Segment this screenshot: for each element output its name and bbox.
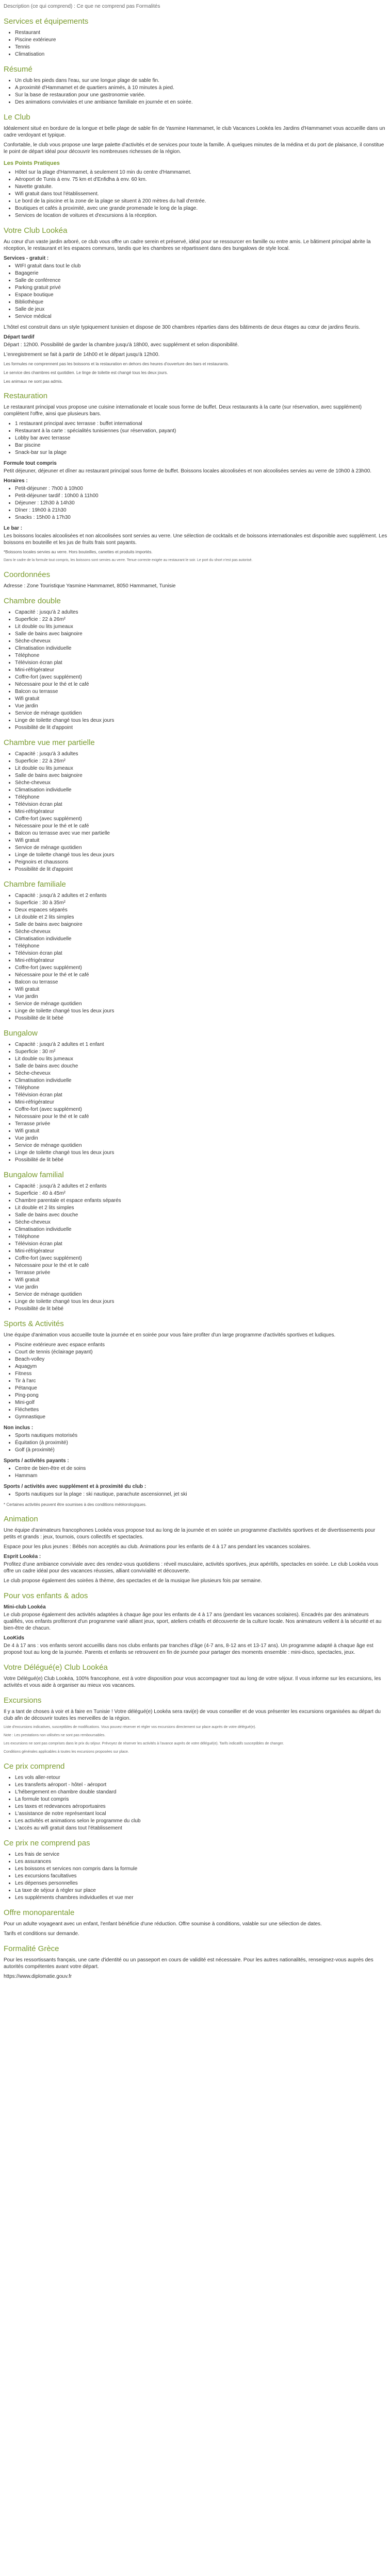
list-item: • Service de ménage quotidien [15, 1142, 387, 1149]
list-item: • L'accès au wifi gratuit dans tout l'établissement [15, 1825, 387, 1832]
excursions-small-1: Liste d'excursions indicatives, susceptibles de modifications. Vous pouvez réserver et régler vos excursions directement sur place auprès de votre délégué(e). [4, 1725, 256, 1729]
list-item: • Le bord de la piscine et la zone de la plage se situent à 200 mètres du hall d'entrée. [15, 198, 387, 205]
list-item: • Espace boutique [15, 292, 387, 298]
restauration-text: Le restaurant principal vous propose une cuisine internationale et locale sous forme de buffet. Deux restaurants à la carte (sur réservation, avec supplément) complètent l'offre, ainsi que plusieurs bars. [4, 404, 362, 417]
list-item: • Superficie : 40 à 45m² [15, 1190, 387, 1197]
list-item: • Nécessaire pour le thé et le café [15, 681, 387, 688]
list-item: • Lit double ou lits jumeaux [15, 623, 387, 630]
tout-compris-text: Petit déjeuner, déjeuner et dîner au restaurant principal sous forme de buffet. Boissons locales alcoolisées et non alcoolisées servies au verre de 10h00 à 23h00. [4, 468, 372, 474]
list-item: • Service de ménage quotidien [15, 1291, 387, 1298]
list-item: • Capacité : jusqu'à 3 adultes [15, 751, 387, 757]
list-item: • Linge de toilette changé tous les deux jours [15, 1008, 387, 1014]
list-item: • Coffre-fort (avec supplément) [15, 816, 387, 822]
sport2-label: Sports / activités payants : [4, 1458, 69, 1464]
list-item: • Mini-golf [15, 1399, 387, 1406]
bungalow-list [4, 1041, 387, 1163]
list-item: • Hôtel sur la plage d'Hammamet, à seulement 10 min du centre d'Hammamet. [15, 169, 387, 176]
list-item: • Possibilité de lit d'appoint [15, 866, 387, 873]
list-item: • Mini-réfrigérateur [15, 1248, 387, 1255]
list-item: • Dîner : 19h00 à 21h30 [15, 507, 387, 514]
list-item: • Coffre-fort (avec supplément) [15, 1106, 387, 1113]
offre-text-2: Tarifs et conditions sur demande. [4, 1931, 79, 1937]
kids-title: Pour vos enfants & ados [4, 1591, 88, 1600]
bar-label: Le bar : [4, 526, 23, 531]
animation-text-2: Espace pour les plus jeunes : Bébés non acceptés au club. Animations pour les enfants de 4 à 17 ans pendant les vacances scolaires. [4, 1544, 311, 1550]
list-item: • Beach-volley [15, 1356, 387, 1363]
delegue-text: Votre Délégué(e) Club Lookéa, 100% francophone, est à votre disposition pour vous accompagner tout au long de votre séjour. Il vous informe sur les excursions, les activités et vous aide à organiser au mieux vos vacances. [4, 1676, 381, 1688]
list-item: • Les suppléments chambres individuelles et vue mer [15, 1894, 387, 1901]
list-item: • Sur la base de restauration pour une gastronomie variée. [15, 92, 387, 98]
list-item: • Climatisation individuelle [15, 936, 387, 942]
chambre-familiale-list [4, 892, 387, 1022]
miniclub-label: Mini-club Lookéa [4, 1604, 46, 1610]
animation-text-3: Profitez d'une ambiance conviviale avec des rendez-vous quotidiens : réveil musculaire, activités sportives, jeux apéritifs, spectacles en soirée. Le club Lookéa vous offre un cadre idéal pour des vacances réussies, alliant convivialité et découverte. [4, 1562, 379, 1574]
list-item: • Salle de jeux [15, 306, 387, 313]
list-item: • Possibilité de lit bébé [15, 1015, 387, 1022]
list-item: • Wifi gratuit [15, 986, 387, 993]
list-item: • Superficie : 22 à 26m² [15, 758, 387, 765]
list-item: • Possibilité de lit d'appoint [15, 724, 387, 731]
bungalow-fam-list [4, 1183, 387, 1312]
list-item: • Linge de toilette changé tous les deux jours [15, 1149, 387, 1156]
list-item: • Salle de bains avec baignoire [15, 631, 387, 637]
list-item: • Téléphone [15, 652, 387, 659]
list-item: • Sèche-cheveux [15, 1219, 387, 1226]
horaires-list [4, 485, 387, 521]
bungalow-fam-title: Bungalow familial [4, 1171, 64, 1179]
list-item: • WIFI gratuit dans tout le club [15, 263, 387, 269]
list-item: • Deux espaces séparés [15, 907, 387, 913]
list-item: • Lit double et 2 lits simples [15, 914, 387, 921]
chambre-sup-list [4, 751, 387, 873]
bungalow-title: Bungalow [4, 1029, 38, 1038]
list-item: • Service de ménage quotidien [15, 710, 387, 717]
delegue-title: Votre Délégué(e) Club Lookéa [4, 1663, 108, 1672]
list-item: • Wifi gratuit [15, 1128, 387, 1134]
list-item: • Climatisation individuelle [15, 1226, 387, 1233]
list-item: • Wifi gratuit [15, 837, 387, 844]
coord-text: Adresse : Zone Touristique Yasmine Hammamet, 8050 Hammamet, Tunisie [4, 583, 176, 589]
list-item: • Hammam [15, 1472, 387, 1479]
list-item: • La formule tout compris [15, 1796, 387, 1803]
intro-line: Description (ce qui comprend) : Ce que ne comprend pas Formalités [4, 4, 160, 9]
list-item: • Vue jardin [15, 1135, 387, 1142]
club-title: Le Club [4, 113, 30, 122]
remarque-line: Les formules ne comprennent pas les boissons et la restauration en dehors des heures d'ouverture des bars et restaurants. [4, 362, 229, 366]
resume-title: Résumé [4, 65, 32, 74]
list-item: • Fitness [15, 1370, 387, 1377]
list-item: • Vue jardin [15, 703, 387, 709]
list-item: • Sèche-cheveux [15, 1070, 387, 1077]
animation-text-4: Le club propose également des soirées à thème, des spectacles et de la musique live plusieurs fois par semaine. [4, 1578, 262, 1584]
excursions-text: Il y a tant de choses à voir et à faire en Tunisie ! Votre délégué(e) Lookéa sera ravi(e) de vous conseiller et de vous présenter les excursions organisées au départ du club afin de découvrir toutes les merveilles de la région. [4, 1709, 381, 1721]
list-item: • Linge de toilette changé tous les deux jours [15, 717, 387, 724]
list-item: • Chambre parentale et espace enfants séparés [15, 1197, 387, 1204]
list-item: • Superficie : 30 m² [15, 1048, 387, 1055]
list-item: • Sports nautiques motorisés [15, 1432, 387, 1439]
excursions-small-4: Conditions générales applicables à toutes les excursions proposées sur place. [4, 1750, 129, 1754]
list-item: • Court de tennis (éclairage payant) [15, 1349, 387, 1355]
list-item: • Les taxes et redevances aéroportuaires [15, 1803, 387, 1810]
list-item: • Climatisation [15, 51, 387, 58]
list-item: • Boutiques et cafés à proximité, avec une grande promenade le long de la plage. [15, 205, 387, 212]
sport-list [4, 1342, 387, 1420]
list-item: • Service de ménage quotidien [15, 844, 387, 851]
club-text-1: Idéalement situé en bordure de la longue et belle plage de sable fin de Yasmine Hammamet, le club Vacances Lookéa les Jardins d'Hammamet vous accueille dans un cadre verdoyant et typique. [4, 126, 385, 138]
tout-compris-label: Formule tout compris [4, 461, 57, 466]
boissons-note: *Boissons locales servies au verre. Hors bouteilles, canettes et produits importés. [4, 550, 153, 554]
list-item: • Les dépenses personnelles [15, 1880, 387, 1887]
list-item: • 1 restaurant principal avec terrasse : buffet international [15, 420, 387, 427]
list-item: • La taxe de séjour à régler sur place [15, 1887, 387, 1894]
list-item: • Nécessaire pour le thé et le café [15, 823, 387, 829]
list-item: • Possibilité de lit bébé [15, 1306, 387, 1312]
comprend-title: Ce prix comprend [4, 1762, 65, 1771]
list-item: • Balcon ou terrasse [15, 688, 387, 695]
list-item: • Des animations conviviales et une ambiance familiale en journée et en soirée. [15, 99, 387, 106]
kids-text: Le club propose également des activités adaptées à chaque âge pour les enfants de 4 à 17 ans (pendant les vacances scolaires). Encadrés par des animateurs qualifiés, vos enfants profiteront d'un programme varié alliant jeux, sport, ateliers créatifs et découverte de la culture locale. Nos animateurs veillent à la sécurité et au bien-être de chacun. [4, 1612, 382, 1631]
list-item: • Wifi gratuit [15, 1277, 387, 1283]
list-item: • Bibliothèque [15, 299, 387, 306]
list-item: • Salle de bains avec douche [15, 1063, 387, 1070]
list-item: • Restaurant [15, 29, 387, 36]
list-item: • Lit double et 2 lits simples [15, 1205, 387, 1211]
list-item: • Télévision écran plat [15, 1092, 387, 1098]
list-item: • Télévision écran plat [15, 659, 387, 666]
list-item: • Les transferts aéroport - hôtel - aéroport [15, 1782, 387, 1788]
list-item: • Bagagerie [15, 270, 387, 277]
sport-text: Une équipe d'animation vous accueille toute la journée et en soirée pour vous faire profiter d'un large programme d'activités sportives et ludiques. [4, 1332, 336, 1338]
kids-text-2: De 4 à 17 ans : vos enfants seront accueillis dans nos clubs enfants par tranches d'âge (4-7 ans, 8-12 ans et 13-17 ans). Un programme adapté à chaque âge est proposé tout au long de la journée. Parents et enfants se retrouvent en fin de journée pour partager des moments ensemble : mini-disco, spectacles, jeux. [4, 1643, 373, 1655]
list-item: • Téléphone [15, 1084, 387, 1091]
list-item: • Navette gratuite. [15, 183, 387, 190]
list-item: • Capacité : jusqu'à 2 adultes et 1 enfant [15, 1041, 387, 1048]
vote-club-text: Au cœur d'un vaste jardin arboré, ce club vous offre un cadre serein et préservé, idéal pour se ressourcer en famille ou entre amis. Le bâtiment principal abrite la réception, le restaurant et les espaces communs, tandis que les chambres se répartissent dans des bungalows de style local. [4, 239, 371, 251]
list-item: • Pétanque [15, 1385, 387, 1392]
excursions-title: Excursions [4, 1696, 42, 1705]
list-item: • L'assistance de notre représentant local [15, 1810, 387, 1817]
list-item: • Coffre-fort (avec supplément) [15, 1255, 387, 1262]
list-item: • Lit double ou lits jumeaux [15, 765, 387, 772]
list-item: • Vue jardin [15, 993, 387, 1000]
list-item: • Mini-réfrigérateur [15, 808, 387, 815]
list-item: • Aquagym [15, 1363, 387, 1370]
comprend-pas-title: Ce prix ne comprend pas [4, 1839, 90, 1848]
list-item: • Snack-bar sur la plage [15, 449, 387, 456]
list-item: • Vue jardin [15, 1284, 387, 1291]
list-item: • Salle de bains avec baignoire [15, 772, 387, 779]
sport-title: Sports & Activités [4, 1319, 64, 1328]
comprend-pas-list [4, 1851, 387, 1901]
list-item: • Sèche-cheveux [15, 638, 387, 645]
list-item: • Snacks : 15h00 à 17h30 [15, 514, 387, 521]
list-item: • Nécessaire pour le thé et le café [15, 1262, 387, 1269]
services-title: Services et équipements [4, 17, 89, 26]
chambre-sup-title: Chambre vue mer partielle [4, 738, 95, 747]
remarque-line: Le service des chambres est quotidien. Le linge de toilette est changé tous les deux jours. [4, 370, 168, 375]
list-item: • Sèche-cheveux [15, 928, 387, 935]
list-item: • Lobby bar avec terrasse [15, 435, 387, 442]
list-item: • Climatisation individuelle [15, 645, 387, 652]
formalite-link[interactable]: https://www.diplomatie.gouv.fr [4, 1974, 72, 1979]
list-item: • Nécessaire pour le thé et le café [15, 972, 387, 978]
list-item: • Bar piscine [15, 442, 387, 449]
list-item: • Salle de bains avec douche [15, 1212, 387, 1218]
points-list [4, 169, 387, 219]
horaires-label: Horaires : [4, 478, 28, 484]
list-item: • Possibilité de lit bébé [15, 1157, 387, 1163]
animation-text-1: Une équipe d'animateurs francophones Lookéa vous propose tout au long de la journée et en soirée un programme d'activités sportives et de divertissements pour petits et grands : jeux, tournois, cours collectifs et spectacles. [4, 1528, 376, 1540]
list-item: • Aéroport de Tunis à env. 75 km et d'Enfidha à env. 60 km. [15, 176, 387, 183]
list-item: • Les frais de service [15, 1851, 387, 1858]
list-item: • Mini-réfrigérateur [15, 957, 387, 964]
lookids-label: LooKids [4, 1635, 24, 1641]
excursions-small-3: Les excursions ne sont pas comprises dans le prix du séjour. Prévoyez de réserver les activités à l'avance auprès de votre délégué(e). Tarifs indicatifs susceptibles de changer. [4, 1742, 284, 1745]
list-item: • Superficie : 30 à 35m² [15, 900, 387, 906]
list-item: • L'hébergement en chambre double standard [15, 1789, 387, 1795]
list-item: • Fléchettes [15, 1406, 387, 1413]
services-list [4, 29, 387, 58]
list-item: • Les assurances [15, 1858, 387, 1865]
sport3-list [4, 1491, 387, 1498]
list-item: • Linge de toilette changé tous les deux jours [15, 1298, 387, 1305]
chambre-familiale-title: Chambre familiale [4, 880, 66, 889]
list-item: • Peignoirs et chaussons [15, 859, 387, 866]
list-item: • Mini-réfrigérateur [15, 1099, 387, 1106]
list-item: • Déjeuner : 12h30 à 14h30 [15, 500, 387, 506]
list-item: • Télévision écran plat [15, 1241, 387, 1247]
list-item: • Golf (à proximité) [15, 1447, 387, 1453]
remarque-line: Les animaux ne sont pas admis. [4, 379, 63, 384]
chambre-double-title: Chambre double [4, 597, 61, 605]
offre-text: Pour un adulte voyageant avec un enfant, l'enfant bénéficie d'une réduction. Offre soumise à conditions, valable sur une sélection de dates. [4, 1921, 322, 1927]
hebergement-text: L'hôtel est construit dans un style typiquement tunisien et dispose de 300 chambres réparties dans des bâtiments de deux étages au cœur de jardins fleuris. [4, 325, 361, 330]
list-item: • Parking gratuit privé [15, 284, 387, 291]
list-item: • Terrasse privée [15, 1121, 387, 1127]
list-item: • Wifi gratuit dans tout l'établissement. [15, 191, 387, 197]
list-item: • Services de location de voitures et d'excursions à la réception. [15, 212, 387, 219]
sport2-list [4, 1465, 387, 1479]
list-item: • Nécessaire pour le thé et le café [15, 1113, 387, 1120]
list-item: • Équitation (à proximité) [15, 1439, 387, 1446]
list-item: • Lit double ou lits jumeaux [15, 1056, 387, 1062]
animation-title: Animation [4, 1515, 38, 1523]
remarques-block [4, 361, 387, 384]
list-item: • Tir à l'arc [15, 1378, 387, 1384]
formalite-text: Pour les ressortissants français, une carte d'identité ou un passeport en cours de validité est nécessaire. Pour les autres nationalités, renseignez-vous auprès des autorités compétentes avant votre départ. [4, 1957, 373, 1970]
list-item: • Climatisation individuelle [15, 787, 387, 793]
list-item: • Les excursions facultatives [15, 1873, 387, 1879]
list-item: • Service de ménage quotidien [15, 1001, 387, 1007]
restauration-list [4, 420, 387, 456]
list-item: • Salle de bains avec baignoire [15, 921, 387, 928]
excursions-small-2: Note : Les prestations non utilisées ne sont pas remboursables. [4, 1734, 106, 1737]
points-title: Les Points Pratiques [4, 160, 60, 166]
list-item: • Piscine extérieure [15, 37, 387, 43]
list-item: • Téléphone [15, 794, 387, 801]
list-item: • Petit-déjeuner tardif : 10h00 à 11h00 [15, 493, 387, 499]
list-item: • Les boissons et services non compris dans la formule [15, 1866, 387, 1872]
list-item: • Service médical [15, 313, 387, 320]
list-item: • Centre de bien-être et de soins [15, 1465, 387, 1472]
list-item: • Piscine extérieure avec espace enfants [15, 1342, 387, 1348]
depart-text: Départ : 12h00. Possibilité de garder la chambre jusqu'à 18h00, avec supplément et selon disponibilité. [4, 342, 239, 348]
arrival-text: L'enregistrement se fait à partir de 14h00 et le départ jusqu'à 12h00. [4, 352, 160, 358]
list-item: • Téléphone [15, 1233, 387, 1240]
services-gratuit-list [4, 263, 387, 320]
list-item: • Balcon ou terrasse avec vue mer partielle [15, 830, 387, 837]
list-item: • Ping-pong [15, 1392, 387, 1399]
list-item: • Capacité : jusqu'à 2 adultes et 2 enfants [15, 1183, 387, 1190]
sport-note: * Certaines activités peuvent être soumises à des conditions météorologiques. [4, 1502, 147, 1507]
list-item: • Gymnastique [15, 1414, 387, 1420]
resume-list [4, 77, 387, 106]
depart-label: Départ tardif [4, 334, 35, 340]
list-item: • Téléphone [15, 943, 387, 950]
list-item: • Coffre-fort (avec supplément) [15, 674, 387, 681]
sport3-label: Sports / activités avec supplément et à proximité du club : [4, 1484, 146, 1489]
list-item: • Tennis [15, 44, 387, 50]
bar-text: Les boissons locales alcoolisées et non alcoolisées sont servies au verre. Une sélection de cocktails et de boissons internationales est disponible avec supplément. Les boissons en bouteille et les jus de fruits frais sont payants. [4, 533, 387, 546]
list-item: • Capacité : jusqu'à 2 adultes et 2 enfants [15, 892, 387, 899]
list-item: • Balcon ou terrasse [15, 979, 387, 986]
tiny-note: Dans le cadre de la formule tout compris, les boissons sont servies au verre. Tenue correcte exigée au restaurant le soir. Le port du short n'est pas autorisé. [4, 558, 253, 562]
list-item: • Les vols aller-retour [15, 1774, 387, 1781]
non-inclus-list [4, 1432, 387, 1453]
list-item: • Sports nautiques sur la plage : ski nautique, parachute ascensionnel, jet ski [15, 1491, 387, 1498]
non-inclus-label: Non inclus : [4, 1425, 34, 1431]
list-item: • Restaurant à la carte : spécialités tunisiennes (sur réservation, payant) [15, 428, 387, 434]
list-item: • Capacité : jusqu'à 2 adultes [15, 609, 387, 616]
coord-title: Coordonnées [4, 570, 51, 579]
chambre-double-list [4, 609, 387, 731]
list-item: • Un club les pieds dans l'eau, sur une longue plage de sable fin. [15, 77, 387, 84]
list-item: • Superficie : 22 à 26m² [15, 616, 387, 623]
list-item: • Télévision écran plat [15, 801, 387, 808]
vote-club-title: Votre Club Lookéa [4, 226, 68, 235]
list-item: • Climatisation individuelle [15, 1077, 387, 1084]
list-item: • Petit-déjeuner : 7h00 à 10h00 [15, 485, 387, 492]
list-item: • Terrasse privée [15, 1269, 387, 1276]
list-item: • Télévision écran plat [15, 950, 387, 957]
list-item: • Coffre-fort (avec supplément) [15, 964, 387, 971]
club-text-2: Confortable, le club vous propose une large palette d'activités et de services pour toute la famille. À quelques minutes de la médina et du port de plaisance, il constitue le point de départ idéal pour découvrir les nombreuses richesses de la région. [4, 142, 384, 155]
services-gratuit-label: Services - gratuit : [4, 256, 49, 261]
esprit-label: Esprit Lookéa : [4, 1554, 41, 1560]
list-item: • Salle de conférence [15, 277, 387, 284]
list-item: • Linge de toilette changé tous les deux jours [15, 852, 387, 858]
list-item: • A proximité d'Hammamet et de quartiers animés, à 10 minutes à pied. [15, 84, 387, 91]
restauration-title: Restauration [4, 392, 48, 400]
list-item: • Les activités et animations selon le programme du club [15, 1818, 387, 1824]
list-item: • Sèche-cheveux [15, 779, 387, 786]
comprend-list [4, 1774, 387, 1832]
offre-title: Offre monoparentale [4, 1908, 75, 1917]
formalite-title: Formalité Grèce [4, 1944, 59, 1953]
list-item: • Mini-réfrigérateur [15, 667, 387, 673]
list-item: • Wifi gratuit [15, 696, 387, 702]
